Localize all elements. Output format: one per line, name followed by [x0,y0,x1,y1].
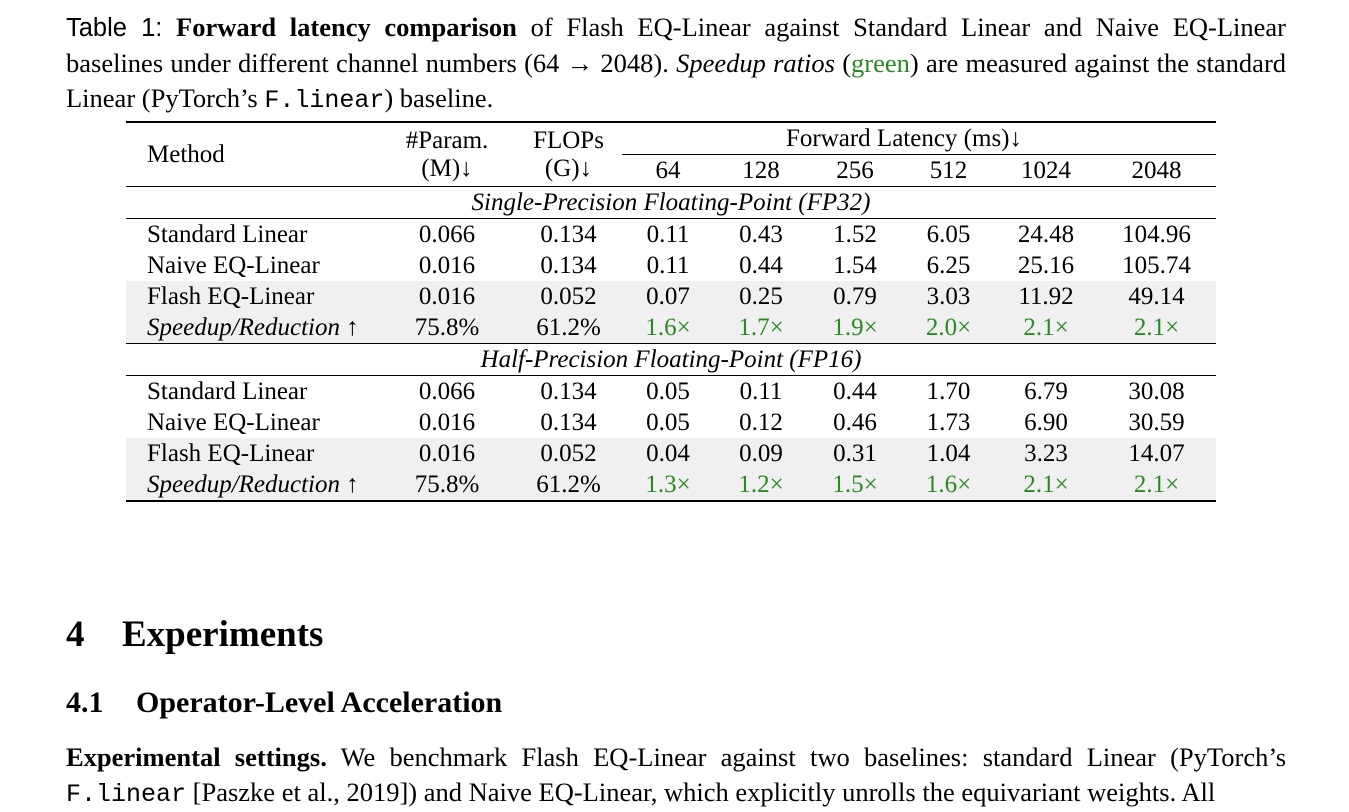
row-params: 0.066 [418,220,476,248]
subsection-title: Operator-Level Acceleration [136,686,503,719]
row-latency: 24.48 [1017,220,1075,248]
row-latency: 0.79 [808,281,902,312]
row-params: 0.016 [418,251,476,279]
row-latency: 0.05 [646,408,690,436]
header-params-line1: #Param. [405,126,489,154]
body-paragraph [66,740,1286,812]
row-speedup: 2.0× [902,312,995,344]
caption-text-1: of Flash EQ-Linear against Standard Linear and Naive EQ-Linear baselines under different channel numbers (64 → 2048). [66,12,1286,78]
header-method: Method [147,140,225,168]
row-latency: 0.43 [739,220,783,248]
row-flops: 61.2% [515,469,622,501]
header-params [379,122,515,187]
row-method: Standard Linear [147,220,308,248]
section-title-fp16: Half-Precision Floating-Point (FP16) [480,345,862,373]
caption-italic-term: Speedup ratios [676,48,835,78]
row-flops: 0.134 [540,377,597,405]
header-row-1 [126,122,1216,155]
table-row-speedup [126,312,1216,344]
caption-label: Table 1: [66,14,163,42]
row-latency: 0.44 [739,251,783,279]
row-latency: 1.04 [902,438,995,469]
table-caption [66,10,1286,118]
subsection-heading [66,684,502,722]
row-speedup: 2.1× [995,469,1097,501]
row-latency: 0.12 [739,408,783,436]
row-latency: 0.04 [622,438,714,469]
paragraph-text-2: [Paszke et al., 2019]) and Naive EQ-Linear, which explicitly unrolls the equivariant weights. All [186,777,1216,807]
row-latency: 0.11 [646,220,690,248]
section-title-fp32: Single-Precision Floating-Point (FP32) [471,188,871,216]
row-speedup: 1.2× [714,469,808,501]
row-latency: 0.11 [739,377,783,405]
table-row [126,250,1216,281]
caption-code: F.linear [264,86,385,115]
header-channel-1024: 1024 [995,155,1097,187]
row-params: 75.8% [379,469,515,501]
row-flops: 0.052 [515,281,622,312]
header-channel-512: 512 [902,155,995,187]
row-latency: 30.59 [1128,408,1185,436]
subsection-number: 4.1 [66,686,104,719]
row-latency: 0.31 [808,438,902,469]
caption-green-word: green [851,48,910,78]
row-latency: 6.25 [926,251,971,279]
header-flops-line2: (G)↓ [544,154,593,182]
row-method: Standard Linear [147,377,308,405]
row-speedup: 2.1× [995,312,1097,344]
row-latency: 3.03 [902,281,995,312]
section-number: 4 [66,614,85,655]
row-flops: 0.052 [515,438,622,469]
row-latency: 0.25 [714,281,808,312]
row-params: 0.016 [379,438,515,469]
header-channel-128: 128 [714,155,808,187]
row-latency: 0.46 [833,408,877,436]
row-params: 0.016 [379,281,515,312]
row-method: Flash EQ-Linear [126,281,379,312]
row-method: Speedup/Reduction ↑ [126,469,379,501]
paragraph-text-1: We benchmark Flash EQ-Linear against two baselines: standard Linear (PyTorch’s [326,742,1287,772]
header-flops [515,122,622,187]
row-method: Speedup/Reduction ↑ [126,312,379,344]
row-latency: 1.70 [926,377,971,405]
header-params-line2: (M)↓ [421,154,473,182]
row-latency: 104.96 [1122,220,1191,248]
caption-text-3: ) are measured against the standard Linear (PyTorch’s [66,48,1287,113]
row-latency: 11.92 [995,281,1097,312]
row-flops: 0.134 [540,408,597,436]
section-title: Experiments [122,614,324,655]
row-latency: 0.44 [833,377,877,405]
row-speedup: 1.7× [714,312,808,344]
row-latency: 30.08 [1128,377,1185,405]
header-channel-64: 64 [622,155,714,187]
row-latency: 3.23 [995,438,1097,469]
row-params: 0.066 [418,377,476,405]
row-params: 0.016 [418,408,476,436]
row-latency: 14.07 [1097,438,1216,469]
row-method: Naive EQ-Linear [147,251,320,279]
row-speedup: 2.1× [1097,469,1216,501]
table-row [126,376,1216,408]
row-latency: 6.90 [1024,408,1068,436]
table-row-highlight [126,281,1216,312]
row-speedup: 1.6× [622,312,714,344]
row-latency: 0.05 [646,377,690,405]
header-channel-256: 256 [808,155,902,187]
row-latency: 0.09 [714,438,808,469]
row-method: Naive EQ-Linear [147,408,320,436]
row-latency: 1.54 [833,251,877,279]
latency-table [126,121,1216,502]
row-flops: 61.2% [515,312,622,344]
row-speedup: 1.3× [622,469,714,501]
row-latency: 1.73 [926,408,971,436]
row-flops: 0.134 [540,251,597,279]
caption-bold-lead: Forward latency comparison [176,12,517,42]
row-speedup: 1.6× [902,469,995,501]
table-row-highlight [126,438,1216,469]
row-latency: 6.79 [1024,377,1068,405]
row-latency: 49.14 [1097,281,1216,312]
table-row [126,219,1216,251]
row-params: 75.8% [379,312,515,344]
table-row [126,407,1216,438]
section-row-fp32 [126,187,1216,219]
row-latency: 0.11 [646,251,690,279]
header-flops-line1: FLOPs [533,126,604,154]
paragraph-code: F.linear [66,780,187,809]
row-flops: 0.134 [540,220,597,248]
table-row-speedup [126,469,1216,501]
paragraph-bold-lead: Experimental settings. [66,742,327,772]
row-speedup: 1.9× [808,312,902,344]
row-latency: 105.74 [1122,251,1191,279]
header-latency-group: Forward Latency (ms)↓ [785,124,1023,152]
row-method: Flash EQ-Linear [126,438,379,469]
row-speedup: 2.1× [1097,312,1216,344]
header-channel-2048: 2048 [1097,155,1216,187]
row-latency: 6.05 [926,220,971,248]
row-latency: 0.07 [622,281,714,312]
section-row-fp16 [126,344,1216,376]
caption-text-4: ) baseline. [384,83,494,113]
section-heading [66,612,323,658]
row-latency: 25.16 [1017,251,1075,279]
row-speedup: 1.5× [808,469,902,501]
row-latency: 1.52 [833,220,877,248]
caption-text-2: ( [834,48,852,78]
